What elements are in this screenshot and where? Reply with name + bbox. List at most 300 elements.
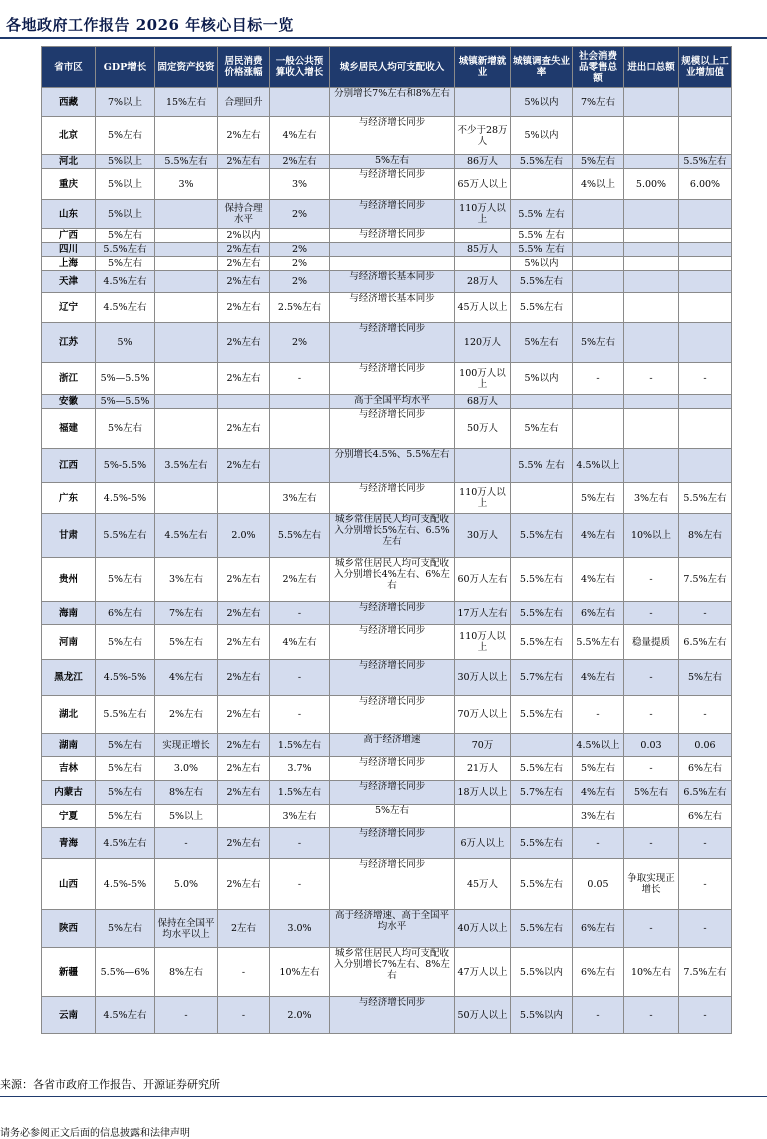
table-cell: 10%以上 (624, 514, 679, 558)
table-cell: 5%左右 (155, 625, 218, 660)
table-cell: 2%左右 (218, 660, 270, 696)
table-cell: 与经济增长同步 (330, 828, 455, 859)
table-cell (155, 395, 218, 409)
table-cell: 50万人以上 (455, 997, 511, 1034)
table-cell: 5%以内 (511, 117, 573, 155)
province-cell: 山西 (42, 859, 96, 910)
table-cell (624, 117, 679, 155)
table-cell: 6.5%左右 (679, 781, 732, 805)
table-cell: 2%左右 (218, 271, 270, 293)
table-cell: 与经济增长同步 (330, 625, 455, 660)
table-cell (624, 395, 679, 409)
table-row (42, 757, 732, 781)
table-cell: - (573, 363, 624, 395)
table-cell: 5%—5.5% (96, 363, 155, 395)
table-cell: 与经济增长基本同步 (330, 271, 455, 293)
table-cell: 5.5%左右 (573, 625, 624, 660)
table-cell: 6万人以上 (455, 828, 511, 859)
table-cell: 5.5%左右 (155, 155, 218, 169)
table-cell (573, 117, 624, 155)
table-cell (270, 88, 330, 117)
table-row (42, 88, 732, 117)
table-cell: 2%左右 (218, 449, 270, 483)
disclaimer: 请务必参阅正文后面的信息披露和法律声明 (0, 1128, 190, 1139)
table-cell: 5.5%左右 (511, 757, 573, 781)
province-cell: 北京 (42, 117, 96, 155)
province-cell: 黑龙江 (42, 660, 96, 696)
table-cell: 5%以内 (511, 257, 573, 271)
table-cell: 2%左右 (155, 696, 218, 734)
table-cell (624, 155, 679, 169)
table-cell: 0.03 (624, 734, 679, 757)
province-cell: 河南 (42, 625, 96, 660)
table-cell: 2%左右 (218, 696, 270, 734)
table-cell: 5%左右 (96, 409, 155, 449)
table-cell: 6%左右 (679, 757, 732, 781)
province-cell: 陕西 (42, 910, 96, 948)
province-cell: 广东 (42, 483, 96, 514)
table-cell: 与经济增长同步 (330, 997, 455, 1034)
province-cell: 吉林 (42, 757, 96, 781)
table-cell: - (679, 859, 732, 910)
table-cell: 3.0% (270, 910, 330, 948)
table-cell: 5.5%左右 (511, 558, 573, 602)
table-row (42, 117, 732, 155)
table-cell: 高于经济增速、高于全国平均水平 (330, 910, 455, 948)
table-cell: 高于全国平均水平 (330, 395, 455, 409)
table-cell: - (679, 997, 732, 1034)
table-cell: 5%以内 (511, 363, 573, 395)
table-cell (573, 229, 624, 243)
column-header: 社会消费品零售总额 (573, 47, 624, 88)
table-cell: - (624, 696, 679, 734)
table-cell: 100万人以上 (455, 363, 511, 395)
province-cell: 山东 (42, 200, 96, 229)
province-cell: 云南 (42, 997, 96, 1034)
table-cell: 2%左右 (218, 243, 270, 257)
table-cell: 6%左右 (573, 602, 624, 625)
table-cell: - (624, 910, 679, 948)
column-header: 城镇调查失业率 (511, 47, 573, 88)
table-cell: 3.5%左右 (155, 449, 218, 483)
table-cell: 2%左右 (218, 625, 270, 660)
province-cell: 西藏 (42, 88, 96, 117)
table-cell: 5%左右 (96, 781, 155, 805)
table-cell: 110万人以上 (455, 200, 511, 229)
table-cell: 70万 (455, 734, 511, 757)
table-cell: 2% (270, 257, 330, 271)
table-cell: 6.5%左右 (679, 625, 732, 660)
table-cell (624, 449, 679, 483)
table-cell: 2%左右 (218, 558, 270, 602)
table-header-row (42, 47, 732, 88)
table-cell: - (679, 602, 732, 625)
table-cell: 2%左右 (218, 293, 270, 323)
table-cell (679, 449, 732, 483)
table-cell (455, 88, 511, 117)
column-header: 固定资产投资 (155, 47, 218, 88)
table-cell: - (573, 828, 624, 859)
table-cell: 5.5%—6% (96, 948, 155, 997)
table-cell: 5%以上 (96, 169, 155, 200)
table-cell: 5% (96, 323, 155, 363)
table-cell: 4%左右 (573, 514, 624, 558)
table-cell: 与经济增长同步 (330, 117, 455, 155)
table-cell: 4%以上 (573, 169, 624, 200)
table-cell (155, 117, 218, 155)
table-cell: 5.5% 左右 (511, 200, 573, 229)
table-cell (624, 257, 679, 271)
table-cell (270, 409, 330, 449)
table-cell: 5.0% (155, 859, 218, 910)
table-cell (624, 243, 679, 257)
table-cell: - (218, 948, 270, 997)
table-cell (155, 200, 218, 229)
province-cell: 贵州 (42, 558, 96, 602)
table-cell: - (624, 558, 679, 602)
table-cell: 2% (270, 200, 330, 229)
table-row (42, 910, 732, 948)
table-cell: 5%以上 (155, 805, 218, 828)
footer-divider (0, 1096, 767, 1097)
table-cell (155, 243, 218, 257)
table-cell (455, 449, 511, 483)
table-cell: 4%左右 (155, 660, 218, 696)
table-cell: - (679, 910, 732, 948)
table-cell (155, 271, 218, 293)
table-cell: 3% (155, 169, 218, 200)
table-cell: 10%左右 (270, 948, 330, 997)
table-cell: 4%左右 (573, 781, 624, 805)
table-row (42, 243, 732, 257)
province-cell: 内蒙古 (42, 781, 96, 805)
table-cell: 10%左右 (624, 948, 679, 997)
table-cell: 45万人以上 (455, 293, 511, 323)
table-cell: - (155, 997, 218, 1034)
table-cell: 2% (270, 271, 330, 293)
table-row (42, 155, 732, 169)
table-cell: 3%左右 (270, 805, 330, 828)
table-cell: 0.05 (573, 859, 624, 910)
table-cell (455, 257, 511, 271)
table-cell: - (624, 660, 679, 696)
table-row (42, 781, 732, 805)
table-row (42, 483, 732, 514)
table-cell: 2%左右 (218, 323, 270, 363)
table-cell: 5%左右 (96, 117, 155, 155)
province-cell: 上海 (42, 257, 96, 271)
table-cell: 不少于28万人 (455, 117, 511, 155)
table-cell (218, 805, 270, 828)
table-cell: 5%左右 (96, 257, 155, 271)
table-cell: 与经济增长同步 (330, 859, 455, 910)
table-cell: 4%左右 (270, 117, 330, 155)
table-cell: 5.5%左右 (679, 483, 732, 514)
table-cell (679, 229, 732, 243)
table-row (42, 271, 732, 293)
table-cell: - (270, 859, 330, 910)
table-cell: 与经济增长同步 (330, 781, 455, 805)
table-cell: 5%左右 (511, 323, 573, 363)
table-cell (155, 483, 218, 514)
province-cell: 江西 (42, 449, 96, 483)
province-cell: 重庆 (42, 169, 96, 200)
column-header: 进出口总额 (624, 47, 679, 88)
table-cell: 城乡常住居民人均可支配收入分别增长5%左右、6.5%左右 (330, 514, 455, 558)
table-cell: 6%左右 (573, 910, 624, 948)
table-cell: 4.5%-5% (96, 660, 155, 696)
table-cell: 5.5%左右 (511, 293, 573, 323)
table-cell: 5%以上 (96, 155, 155, 169)
table-row (42, 997, 732, 1034)
province-cell: 甘肃 (42, 514, 96, 558)
table-cell: 5.5%左右 (511, 602, 573, 625)
table-cell: 65万人以上 (455, 169, 511, 200)
table-row (42, 229, 732, 243)
column-header: 一般公共预算收入增长 (270, 47, 330, 88)
table-cell (218, 395, 270, 409)
table-cell (511, 734, 573, 757)
table-cell (155, 293, 218, 323)
table-cell: 6.00% (679, 169, 732, 200)
table-cell: 5%左右 (330, 805, 455, 828)
table-cell: 85万人 (455, 243, 511, 257)
table-cell (155, 363, 218, 395)
table-cell (155, 409, 218, 449)
table-cell: 47万人以上 (455, 948, 511, 997)
table-cell: 实现正增长 (155, 734, 218, 757)
table-cell: 5.5%左右 (511, 625, 573, 660)
table-cell: 7%左右 (573, 88, 624, 117)
table-cell: 2%左右 (218, 859, 270, 910)
table-cell: 合理回升 (218, 88, 270, 117)
table-cell (270, 229, 330, 243)
table-cell: 5.5% 左右 (511, 229, 573, 243)
table-cell: 6%左右 (96, 602, 155, 625)
province-cell: 天津 (42, 271, 96, 293)
table-cell: 2%左右 (218, 257, 270, 271)
table-row (42, 948, 732, 997)
table-cell: 5%—5.5% (96, 395, 155, 409)
province-cell: 江苏 (42, 323, 96, 363)
table-cell: 5.5%左右 (96, 514, 155, 558)
table-cell: 与经济增长同步 (330, 660, 455, 696)
table-cell (624, 200, 679, 229)
table-cell: 7%以上 (96, 88, 155, 117)
table-cell: 与经济增长基本同步 (330, 293, 455, 323)
province-cell: 广西 (42, 229, 96, 243)
table-cell: - (270, 696, 330, 734)
table-cell: 4.5%-5% (96, 483, 155, 514)
province-cell: 湖南 (42, 734, 96, 757)
table-cell: 5.5%左右 (511, 828, 573, 859)
table-row (42, 257, 732, 271)
table-cell (624, 271, 679, 293)
table-row (42, 805, 732, 828)
table-cell (155, 323, 218, 363)
table-cell: 5.5%左右 (511, 696, 573, 734)
targets-table (41, 46, 732, 1034)
table-cell: 5%左右 (96, 805, 155, 828)
table-cell (679, 243, 732, 257)
table-cell: 21万人 (455, 757, 511, 781)
table-cell: 4.5%左右 (155, 514, 218, 558)
table-cell: 5%左右 (573, 483, 624, 514)
table-cell: 2.5%左右 (270, 293, 330, 323)
table-cell: - (624, 602, 679, 625)
table-cell (624, 229, 679, 243)
table-cell (330, 243, 455, 257)
table-cell: 0.06 (679, 734, 732, 757)
table-cell: 5.5%左右 (511, 910, 573, 948)
table-row (42, 558, 732, 602)
table-cell (270, 449, 330, 483)
table-cell: 5.5%以内 (511, 997, 573, 1034)
province-cell: 四川 (42, 243, 96, 257)
table-cell (330, 257, 455, 271)
table-row (42, 696, 732, 734)
table-cell: 4.5%以上 (573, 734, 624, 757)
table-cell (511, 395, 573, 409)
table-cell: 4.5%左右 (96, 293, 155, 323)
column-header: 规模以上工业增加值 (679, 47, 732, 88)
table-cell: 5%左右 (96, 229, 155, 243)
table-cell: - (155, 828, 218, 859)
table-cell: 5.5% 左右 (511, 243, 573, 257)
table-cell: - (624, 757, 679, 781)
table-cell: 5%左右 (96, 757, 155, 781)
table-cell: 高于经济增速 (330, 734, 455, 757)
table-cell: 4.5%左右 (96, 997, 155, 1034)
table-cell: 与经济增长同步 (330, 169, 455, 200)
table-cell: 5%-5.5% (96, 449, 155, 483)
table-cell: 5.7%左右 (511, 781, 573, 805)
table-cell: 与经济增长同步 (330, 483, 455, 514)
table-cell: - (679, 828, 732, 859)
table-cell (270, 395, 330, 409)
table-row (42, 395, 732, 409)
table-cell: 7.5%左右 (679, 948, 732, 997)
table-cell: 分别增长4.5%、5.5%左右 (330, 449, 455, 483)
table-cell (679, 409, 732, 449)
table-cell: 3.7% (270, 757, 330, 781)
table-cell: 与经济增长同步 (330, 602, 455, 625)
table-row (42, 293, 732, 323)
table-cell (679, 88, 732, 117)
table-cell: 3.0% (155, 757, 218, 781)
table-row (42, 514, 732, 558)
province-cell: 安徽 (42, 395, 96, 409)
table-cell (573, 271, 624, 293)
table-row (42, 625, 732, 660)
table-cell: 5.5%左右 (679, 155, 732, 169)
table-cell: 4%左右 (573, 558, 624, 602)
table-cell: 3%左右 (155, 558, 218, 602)
table-cell: 城乡常住居民人均可支配收入分别增长4%左右、6%左右 (330, 558, 455, 602)
table-cell: 2%左右 (218, 602, 270, 625)
column-header: 城乡居民人均可支配收入 (330, 47, 455, 88)
table-row (42, 169, 732, 200)
table-cell: 6%左右 (679, 805, 732, 828)
table-cell: 1.5%左右 (270, 734, 330, 757)
table-cell: 2左右 (218, 910, 270, 948)
column-header: 省市区 (42, 47, 96, 88)
table-cell (155, 257, 218, 271)
table-cell: 5%左右 (573, 757, 624, 781)
table-cell (511, 483, 573, 514)
province-cell: 辽宁 (42, 293, 96, 323)
table-cell: 1.5%左右 (270, 781, 330, 805)
table-cell: 5.5%左右 (511, 859, 573, 910)
table-cell (511, 169, 573, 200)
table-cell: 5%左右 (511, 409, 573, 449)
table-cell: 2%左右 (218, 363, 270, 395)
table-cell: 5.5%左右 (96, 696, 155, 734)
page-title: 各地政府工作报告 2026 年核心目标一览 (6, 16, 294, 34)
table-cell: 2%左右 (270, 558, 330, 602)
table-cell: - (624, 828, 679, 859)
table-cell (624, 293, 679, 323)
table-cell (155, 229, 218, 243)
table-row (42, 734, 732, 757)
table-cell: - (624, 997, 679, 1034)
table-cell: 68万人 (455, 395, 511, 409)
table-cell: 4%左右 (270, 625, 330, 660)
table-cell: 2%左右 (218, 409, 270, 449)
table-cell: 8%左右 (679, 514, 732, 558)
table-cell: 7.5%左右 (679, 558, 732, 602)
table-cell: - (679, 696, 732, 734)
table-cell: 3%左右 (624, 483, 679, 514)
province-cell: 福建 (42, 409, 96, 449)
table-cell: - (679, 363, 732, 395)
table-cell: 8%左右 (155, 781, 218, 805)
table-cell: 5%左右 (96, 625, 155, 660)
table-cell (624, 323, 679, 363)
table-cell: 5.5%左右 (270, 514, 330, 558)
table-cell (573, 395, 624, 409)
table-cell: - (270, 660, 330, 696)
table-cell: 15%左右 (155, 88, 218, 117)
table-cell: 2%左右 (218, 757, 270, 781)
table-cell (624, 409, 679, 449)
table-cell: 4.5%-5% (96, 859, 155, 910)
title-divider (0, 37, 767, 39)
table-cell (679, 200, 732, 229)
table-cell: 5%左右 (573, 155, 624, 169)
table-cell (455, 229, 511, 243)
table-cell: 86万人 (455, 155, 511, 169)
table-cell: 5%左右 (679, 660, 732, 696)
table-cell: 2%左右 (218, 828, 270, 859)
table-cell: 5.5%以内 (511, 948, 573, 997)
table-cell (455, 805, 511, 828)
table-cell: 50万人 (455, 409, 511, 449)
table-cell: 3%左右 (270, 483, 330, 514)
table-cell: 2.0% (218, 514, 270, 558)
table-cell: 120万人 (455, 323, 511, 363)
table-cell (573, 409, 624, 449)
table-cell: 5%左右 (96, 558, 155, 602)
table-row (42, 602, 732, 625)
source-note: 来源：各省市政府工作报告、开源证券研究所 (0, 1078, 220, 1091)
column-header: GDP增长 (96, 47, 155, 88)
table-cell: 5%左右 (573, 323, 624, 363)
table-cell: - (270, 828, 330, 859)
table-cell (679, 395, 732, 409)
table-cell: 5.7%左右 (511, 660, 573, 696)
table-cell: 5%左右 (624, 781, 679, 805)
